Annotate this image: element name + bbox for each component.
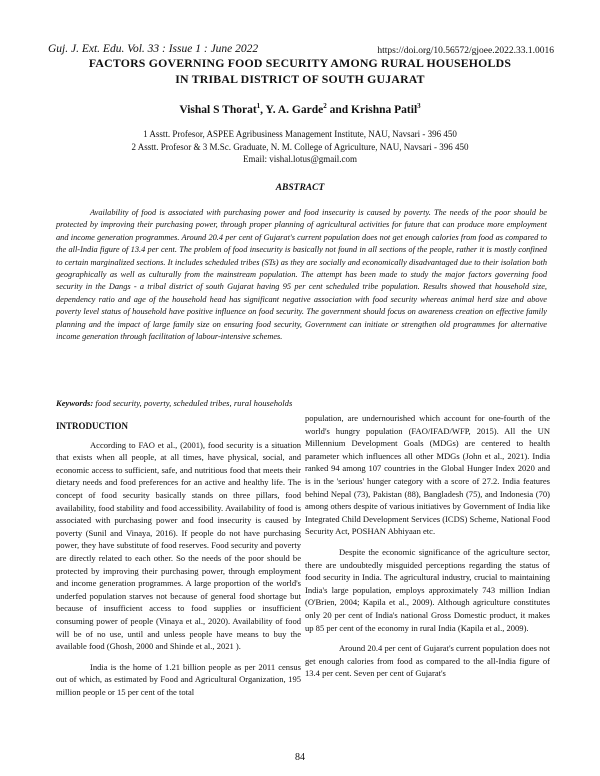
author-list <box>0 102 600 116</box>
title-line: IN TRIBAL DISTRICT OF SOUTH GUJARAT <box>175 71 425 86</box>
body-paragraph: Despite the economic significance of the agriculture sector, there are undoubtedly misguided perceptions regarding the status of food security in India. The agricultural industry, crucial to maintaining India's large population, employs approximately 743 million Indian (O'Brien, 2004; Kapila et al., 2009). Although agriculture constitutes only 20 per cent of India's national Gross Domestic product, it makes up 85 per cent of the economy in rural India (Kapila et al., 2009). <box>305 546 550 633</box>
author-affil-mark: 2 <box>323 102 327 110</box>
author-affil-mark: 1 <box>256 102 261 110</box>
affiliations <box>0 128 600 166</box>
journal-citation: Guj. J. Ext. Edu. Vol. 33 : Issue 1 : June 2022 <box>48 43 259 55</box>
keywords-label: Keywords: <box>56 398 94 408</box>
author-separator: , <box>260 103 266 116</box>
doi-link[interactable]: https://doi.org/10.56572/gjoee.2022.33.1.0016 <box>377 46 554 56</box>
title-line: FACTORS GOVERNING FOOD SECURITY AMONG RURAL HOUSEHOLDS <box>88 56 512 70</box>
abstract-heading: ABSTRACT <box>275 183 325 193</box>
body-paragraph: India is the home of 1.21 billion people as per 2011 census out of which, as estimated by Food and Agricultural Organization, 195 million people or 15 per cent of the total <box>56 661 301 697</box>
affiliation-line: 1 Asstt. Profesor, ASPEE Agribusiness Management Institute, NAU, Navsari - 396 450 <box>143 129 457 139</box>
body-paragraph: population, are undernourished which account for one-fourth of the world's hungry population (FAO/IFAD/WFP, 2015). All the UN Millennium Development Goals (MDGs) are centered to health parameter which influences all other MDGs (John et al., 2021). India ranked 94 among 107 countries in the Global Hunger Index 2020 and is in the 'serious' hunger category with a score of 27.2. India features behind Nepal (73), Pakistan (88), Bangladesh (75), and Indonesia (70) among others despite of various initiatives by Government of India like Integrated Child Development Services (ICDS) Scheme, National Food Security Act, POSHAN Abhiyaan etc. <box>305 413 550 537</box>
section-heading-introduction: INTRODUCTION <box>56 421 129 431</box>
author-separator: and <box>326 103 352 116</box>
right-column <box>305 412 550 680</box>
keywords <box>56 398 292 408</box>
author-name: Krishna Patil <box>351 103 418 116</box>
body-paragraph: Around 20.4 per cent of Gujarat's current population does not get enough calories from food as compared to the all-India figure of 13.4 per cent. Seven per cent of Gujarat's <box>305 643 550 679</box>
author-name: Vishal S Thorat <box>179 103 257 116</box>
body-paragraph: According to FAO et al., (2001), food security is a situation that exists when all people, at all times, have physical, social, and economic access to sufficient, safe, and nutritious food that meets their dietary needs and food preferences for an active and healthy life. The concept of food security basically stands on three pillars, food availability, food stability and food accessibility. Availability of food is associated with purchasing power and food insecurity is caused by poverty (Sunil and Vinaya, 2016). If people do not have purchasing power, they have substitute of food reserves. Food security and poverty are directly related to each other. So the needs of the poor should be protected by improving their purchasing power, through employment and income generation programmes. A large proportion of the world's underfed population starves not because of general food shortage but because of insufficient access to food supplies or insufficient consuming power of people (Vinaya et al., 2020). Availability of food will be of no use, until and unless people have means to buy the available food (Ghosh, 2000 and Shinde et al., 2021 ). <box>56 439 301 652</box>
author-affil-mark: 3 <box>417 102 421 110</box>
abstract-text: Availability of food is associated with purchasing power and food insecurity is caused by poverty. The needs of the poor should be protected by improving their purchasing power, through proper planning of agricultural activities for future that can produce more employment and income generation programmes. Around 20.4 per cent of Gujarat's current population does not get enough calories from food as compared to the all-India figure of 13.4 per cent. The problem of food insecurity is basically not found in all sections of the people, rather it is mostly confined to certain marginalized sections. It includes scheduled tribes (STs) as they are socially and economically disadvantaged due to their isolation both geographically as well as culturally from the mainstream population. The attempt has been made to study the major factors governing food security in the Dangs - a tribal district of south Gujarat having 95 per cent scheduled tribe population. Results showed that household size, dependency ratio and age of the household head has significant negative association with food security whereas animal herd size and above poverty level status of household have positive influence on food security. The government should focus on awareness creation on effective family planning and the impact of large family size on ensuring food security, Government can initiate or strengthen old programmes for alternative income generation through facilitation of labour-intensive schemes. <box>56 208 547 342</box>
email-line: Email: vishal.lotus@gmail.com <box>242 154 358 164</box>
keywords-text: food security, poverty, scheduled tribes, rural households <box>93 398 293 408</box>
author-name: Y. A. Garde <box>265 103 324 116</box>
paper-title <box>60 56 540 87</box>
page-number: 84 <box>295 752 305 763</box>
left-column <box>56 420 301 698</box>
affiliation-line: 2 Asstt. Profesor & 3 M.Sc. Graduate, N. M. College of Agriculture, NAU, Navsari - 396 450 <box>131 141 469 152</box>
